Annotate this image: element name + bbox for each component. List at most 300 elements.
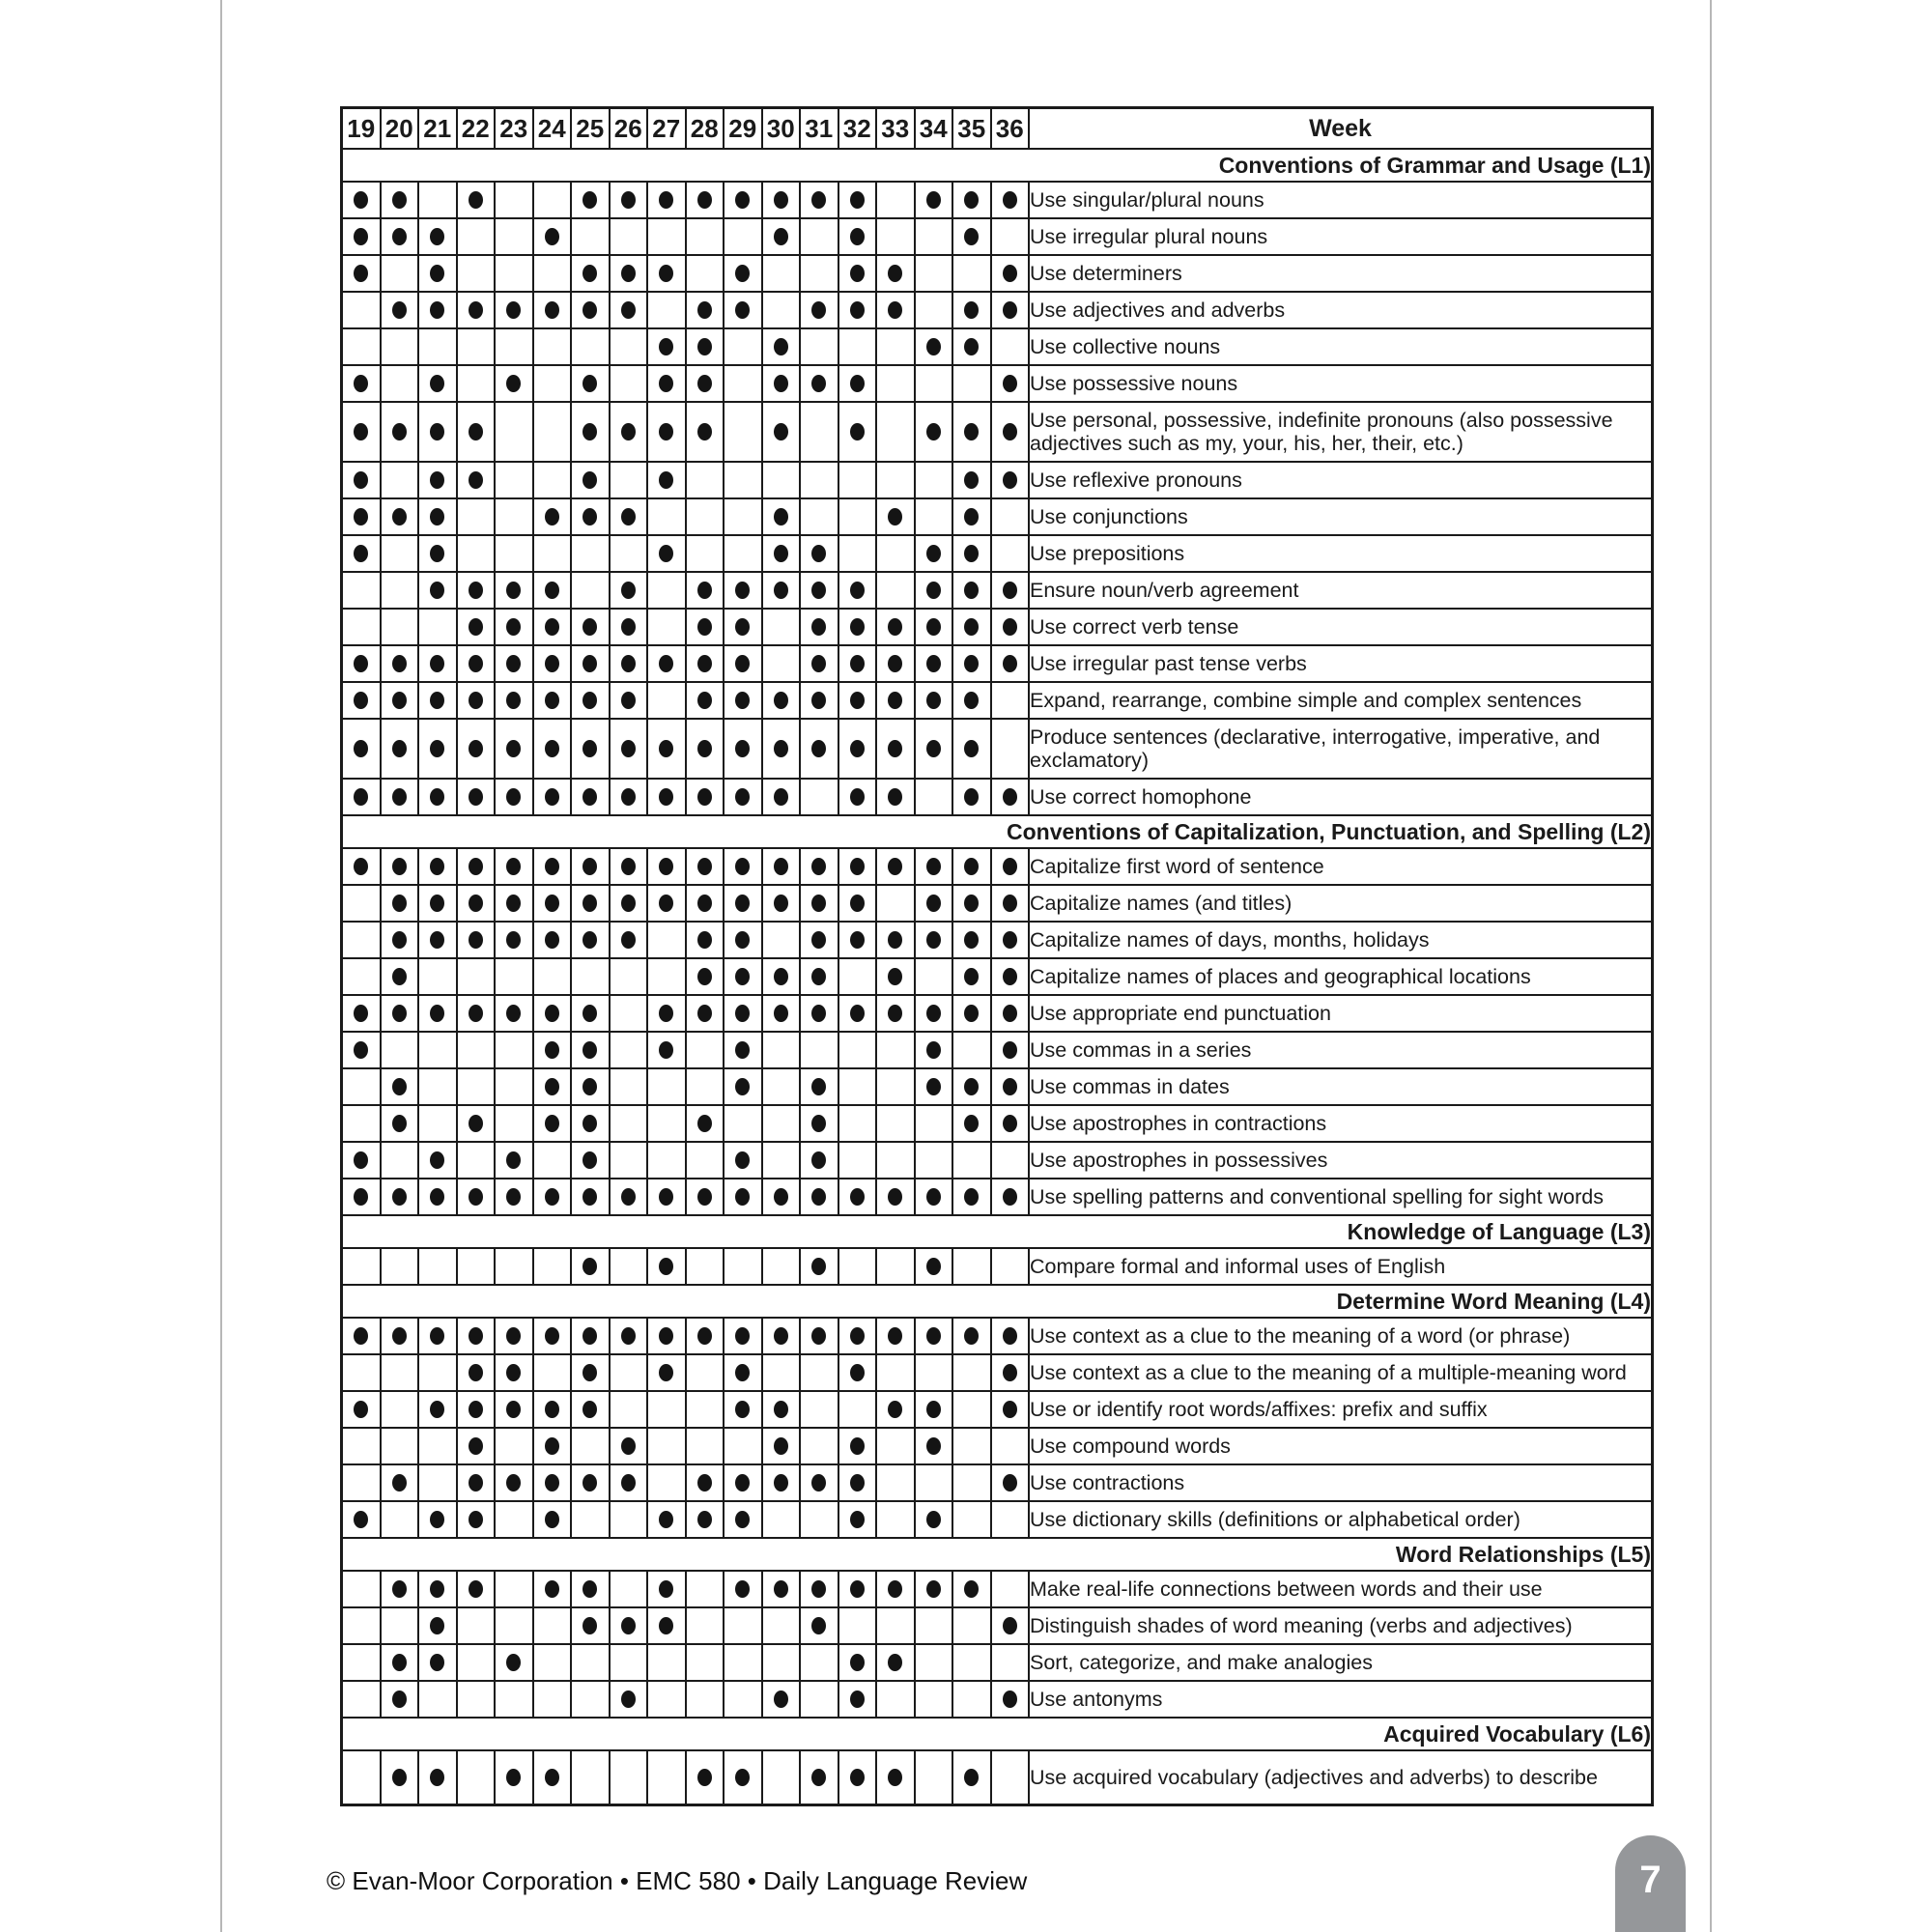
week-27-cell (647, 535, 686, 572)
week-24-cell (533, 1428, 572, 1464)
week-19-cell (342, 1644, 381, 1681)
week-27-cell (647, 682, 686, 719)
week-28-cell (686, 922, 724, 958)
week-22-cell (457, 535, 496, 572)
week-27-cell (647, 958, 686, 995)
week-20-cell (381, 328, 419, 365)
covered-week-dot (392, 1474, 407, 1492)
week-25-cell (571, 1179, 610, 1215)
week-31-cell (800, 1607, 838, 1644)
week-34-cell (915, 1105, 953, 1142)
covered-week-dot (582, 692, 597, 709)
covered-week-dot (469, 692, 483, 709)
week-36-cell (991, 1464, 1030, 1501)
week-22-cell (457, 885, 496, 922)
covered-week-dot (964, 1327, 979, 1345)
covered-week-dot (964, 228, 979, 245)
week-20-cell (381, 609, 419, 645)
covered-week-dot (469, 1005, 483, 1022)
week-31-cell (800, 1179, 838, 1215)
week-35-cell (952, 535, 991, 572)
week-22-cell (457, 1428, 496, 1464)
skill-row (342, 1105, 1653, 1142)
covered-week-dot (1003, 423, 1017, 440)
week-34-cell (915, 1571, 953, 1607)
covered-week-dot (430, 1769, 444, 1786)
skill-label: Capitalize names of places and geographical locations (1029, 958, 1653, 995)
covered-week-dot (582, 1474, 597, 1492)
week-35-cell (952, 365, 991, 402)
covered-week-dot (811, 301, 826, 319)
week-30-cell (762, 218, 801, 255)
covered-week-dot (926, 1005, 941, 1022)
covered-week-dot (811, 1617, 826, 1634)
week-21-cell (418, 1607, 457, 1644)
week-20-cell (381, 1607, 419, 1644)
section-title: Determine Word Meaning (L4) (342, 1285, 1653, 1318)
week-26-cell (610, 719, 648, 779)
week-22-cell (457, 922, 496, 958)
week-23-cell (495, 1464, 533, 1501)
covered-week-dot (850, 1474, 865, 1492)
week-number-header: 23 (495, 108, 533, 150)
covered-week-dot (582, 618, 597, 636)
week-26-cell (610, 1571, 648, 1607)
covered-week-dot (392, 301, 407, 319)
week-20-cell (381, 885, 419, 922)
week-31-cell (800, 1750, 838, 1804)
covered-week-dot (506, 1654, 521, 1671)
week-30-cell (762, 1501, 801, 1538)
week-34-cell (915, 779, 953, 815)
week-29-cell (724, 1750, 762, 1804)
covered-week-dot (354, 471, 368, 489)
week-31-cell (800, 958, 838, 995)
skill-row (342, 958, 1653, 995)
week-29-cell (724, 292, 762, 328)
week-33-cell (876, 1428, 915, 1464)
covered-week-dot (735, 1474, 750, 1492)
covered-week-dot (430, 1151, 444, 1169)
week-30-cell (762, 1391, 801, 1428)
covered-week-dot (1003, 1617, 1017, 1634)
week-31-cell (800, 1464, 838, 1501)
skill-row (342, 1464, 1653, 1501)
week-34-cell (915, 1644, 953, 1681)
week-29-cell (724, 572, 762, 609)
week-32-cell (838, 1571, 877, 1607)
week-19-cell (342, 328, 381, 365)
week-22-cell (457, 848, 496, 885)
week-27-cell (647, 1681, 686, 1718)
week-number-header: 27 (647, 108, 686, 150)
week-33-cell (876, 719, 915, 779)
week-21-cell (418, 1644, 457, 1681)
skill-row (342, 1750, 1653, 1804)
week-30-cell (762, 535, 801, 572)
week-25-cell (571, 535, 610, 572)
week-32-cell (838, 1179, 877, 1215)
week-24-cell (533, 1248, 572, 1285)
week-21-cell (418, 535, 457, 572)
week-32-cell (838, 218, 877, 255)
week-21-cell (418, 1248, 457, 1285)
covered-week-dot (811, 545, 826, 562)
week-36-cell (991, 1501, 1030, 1538)
covered-week-dot (1003, 301, 1017, 319)
covered-week-dot (621, 655, 636, 672)
covered-week-dot (888, 1769, 902, 1786)
week-27-cell (647, 885, 686, 922)
week-25-cell (571, 1248, 610, 1285)
week-35-cell (952, 682, 991, 719)
week-30-cell (762, 1105, 801, 1142)
week-34-cell (915, 682, 953, 719)
week-25-cell (571, 1644, 610, 1681)
covered-week-dot (659, 655, 673, 672)
covered-week-dot (850, 1437, 865, 1455)
week-23-cell (495, 462, 533, 498)
week-30-cell (762, 609, 801, 645)
week-34-cell (915, 958, 953, 995)
covered-week-dot (811, 1769, 826, 1786)
week-36-cell (991, 365, 1030, 402)
covered-week-dot (1003, 1690, 1017, 1708)
week-27-cell (647, 572, 686, 609)
week-33-cell (876, 1571, 915, 1607)
week-25-cell (571, 645, 610, 682)
covered-week-dot (430, 931, 444, 949)
covered-week-dot (888, 740, 902, 757)
week-26-cell (610, 645, 648, 682)
week-29-cell (724, 1068, 762, 1105)
covered-week-dot (659, 1327, 673, 1345)
week-31-cell (800, 462, 838, 498)
covered-week-dot (774, 692, 788, 709)
week-21-cell (418, 1750, 457, 1804)
week-32-cell (838, 1318, 877, 1354)
skill-label: Use irregular past tense verbs (1029, 645, 1653, 682)
week-19-cell (342, 1428, 381, 1464)
week-24-cell (533, 182, 572, 218)
covered-week-dot (774, 968, 788, 985)
week-29-cell (724, 462, 762, 498)
week-20-cell (381, 848, 419, 885)
covered-week-dot (392, 858, 407, 875)
week-24-cell (533, 218, 572, 255)
section-title: Conventions of Capitalization, Punctuation, and Spelling (L2) (342, 815, 1653, 848)
covered-week-dot (811, 858, 826, 875)
week-26-cell (610, 402, 648, 462)
covered-week-dot (545, 1437, 559, 1455)
covered-week-dot (697, 740, 712, 757)
week-24-cell (533, 1068, 572, 1105)
covered-week-dot (735, 788, 750, 806)
week-21-cell (418, 1571, 457, 1607)
week-26-cell (610, 1428, 648, 1464)
skill-label: Distinguish shades of word meaning (verbs and adjectives) (1029, 1607, 1653, 1644)
skill-row (342, 848, 1653, 885)
week-32-cell (838, 292, 877, 328)
week-22-cell (457, 1501, 496, 1538)
week-36-cell (991, 328, 1030, 365)
skill-row (342, 365, 1653, 402)
skill-row (342, 462, 1653, 498)
covered-week-dot (697, 931, 712, 949)
week-32-cell (838, 182, 877, 218)
covered-week-dot (811, 618, 826, 636)
week-22-cell (457, 328, 496, 365)
week-23-cell (495, 1607, 533, 1644)
week-33-cell (876, 609, 915, 645)
covered-week-dot (850, 1769, 865, 1786)
week-34-cell (915, 1464, 953, 1501)
week-28-cell (686, 682, 724, 719)
covered-week-dot (545, 895, 559, 912)
covered-week-dot (774, 191, 788, 209)
week-27-cell (647, 922, 686, 958)
skill-row (342, 885, 1653, 922)
week-31-cell (800, 255, 838, 292)
week-32-cell (838, 1142, 877, 1179)
week-28-cell (686, 182, 724, 218)
covered-week-dot (545, 1401, 559, 1418)
week-33-cell (876, 1750, 915, 1804)
week-33-cell (876, 1644, 915, 1681)
week-32-cell (838, 848, 877, 885)
skill-label: Use commas in a series (1029, 1032, 1653, 1068)
week-29-cell (724, 995, 762, 1032)
covered-week-dot (774, 740, 788, 757)
week-21-cell (418, 292, 457, 328)
week-34-cell (915, 1318, 953, 1354)
week-36-cell (991, 885, 1030, 922)
week-29-cell (724, 365, 762, 402)
covered-week-dot (506, 655, 521, 672)
week-21-cell (418, 182, 457, 218)
week-28-cell (686, 292, 724, 328)
covered-week-dot (1003, 895, 1017, 912)
week-20-cell (381, 182, 419, 218)
covered-week-dot (888, 968, 902, 985)
skill-row (342, 572, 1653, 609)
week-31-cell (800, 1354, 838, 1391)
covered-week-dot (506, 858, 521, 875)
covered-week-dot (430, 1188, 444, 1206)
week-35-cell (952, 1142, 991, 1179)
covered-week-dot (506, 1769, 521, 1786)
week-20-cell (381, 1068, 419, 1105)
covered-week-dot (850, 740, 865, 757)
covered-week-dot (659, 1580, 673, 1598)
week-25-cell (571, 1105, 610, 1142)
covered-week-dot (392, 968, 407, 985)
skill-row (342, 1391, 1653, 1428)
covered-week-dot (811, 692, 826, 709)
covered-week-dot (735, 582, 750, 599)
week-27-cell (647, 328, 686, 365)
covered-week-dot (1003, 582, 1017, 599)
section-header-row (342, 815, 1653, 848)
week-24-cell (533, 1105, 572, 1142)
week-27-cell (647, 1428, 686, 1464)
week-28-cell (686, 1607, 724, 1644)
week-27-cell (647, 182, 686, 218)
week-20-cell (381, 1105, 419, 1142)
covered-week-dot (697, 1511, 712, 1528)
week-32-cell (838, 328, 877, 365)
week-20-cell (381, 535, 419, 572)
covered-week-dot (430, 301, 444, 319)
week-19-cell (342, 1068, 381, 1105)
covered-week-dot (811, 1115, 826, 1132)
week-36-cell (991, 1644, 1030, 1681)
week-28-cell (686, 1318, 724, 1354)
week-19-cell (342, 255, 381, 292)
covered-week-dot (735, 1188, 750, 1206)
week-22-cell (457, 402, 496, 462)
week-35-cell (952, 1105, 991, 1142)
covered-week-dot (469, 1115, 483, 1132)
week-25-cell (571, 609, 610, 645)
skill-row (342, 779, 1653, 815)
week-27-cell (647, 1571, 686, 1607)
week-29-cell (724, 498, 762, 535)
covered-week-dot (811, 191, 826, 209)
week-20-cell (381, 1318, 419, 1354)
covered-week-dot (811, 1078, 826, 1095)
week-26-cell (610, 218, 648, 255)
week-35-cell (952, 1391, 991, 1428)
week-23-cell (495, 719, 533, 779)
week-35-cell (952, 1681, 991, 1718)
week-26-cell (610, 1607, 648, 1644)
week-22-cell (457, 1105, 496, 1142)
week-35-cell (952, 645, 991, 682)
covered-week-dot (850, 1005, 865, 1022)
week-33-cell (876, 1105, 915, 1142)
covered-week-dot (545, 1005, 559, 1022)
week-33-cell (876, 1354, 915, 1391)
covered-week-dot (582, 508, 597, 526)
week-23-cell (495, 958, 533, 995)
covered-week-dot (888, 508, 902, 526)
covered-week-dot (354, 545, 368, 562)
week-31-cell (800, 1428, 838, 1464)
covered-week-dot (659, 191, 673, 209)
week-number-header: 20 (381, 108, 419, 150)
covered-week-dot (926, 1511, 941, 1528)
week-33-cell (876, 958, 915, 995)
week-36-cell (991, 535, 1030, 572)
week-28-cell (686, 1750, 724, 1804)
week-33-cell (876, 645, 915, 682)
week-23-cell (495, 1750, 533, 1804)
week-26-cell (610, 1179, 648, 1215)
covered-week-dot (811, 375, 826, 392)
covered-week-dot (354, 858, 368, 875)
week-24-cell (533, 535, 572, 572)
week-34-cell (915, 995, 953, 1032)
week-26-cell (610, 572, 648, 609)
week-23-cell (495, 1318, 533, 1354)
week-20-cell (381, 995, 419, 1032)
covered-week-dot (430, 1005, 444, 1022)
week-35-cell (952, 1318, 991, 1354)
week-34-cell (915, 462, 953, 498)
week-33-cell (876, 995, 915, 1032)
week-24-cell (533, 1607, 572, 1644)
covered-week-dot (545, 1474, 559, 1492)
skill-label: Use adjectives and adverbs (1029, 292, 1653, 328)
week-32-cell (838, 1681, 877, 1718)
covered-week-dot (354, 508, 368, 526)
covered-week-dot (392, 1005, 407, 1022)
week-34-cell (915, 645, 953, 682)
week-31-cell (800, 1571, 838, 1607)
covered-week-dot (697, 788, 712, 806)
week-33-cell (876, 1318, 915, 1354)
week-19-cell (342, 682, 381, 719)
covered-week-dot (926, 1401, 941, 1418)
week-35-cell (952, 1571, 991, 1607)
skill-label: Use context as a clue to the meaning of a multiple-meaning word (1029, 1354, 1653, 1391)
week-35-cell (952, 1354, 991, 1391)
covered-week-dot (964, 968, 979, 985)
week-33-cell (876, 402, 915, 462)
skill-row (342, 682, 1653, 719)
covered-week-dot (506, 1401, 521, 1418)
week-32-cell (838, 1644, 877, 1681)
covered-week-dot (430, 895, 444, 912)
covered-week-dot (850, 1511, 865, 1528)
covered-week-dot (430, 228, 444, 245)
covered-week-dot (469, 931, 483, 949)
skill-label: Use possessive nouns (1029, 365, 1653, 402)
week-22-cell (457, 645, 496, 682)
covered-week-dot (774, 228, 788, 245)
covered-week-dot (582, 191, 597, 209)
covered-week-dot (392, 191, 407, 209)
week-21-cell (418, 719, 457, 779)
covered-week-dot (774, 545, 788, 562)
week-31-cell (800, 848, 838, 885)
covered-week-dot (469, 618, 483, 636)
covered-week-dot (964, 692, 979, 709)
week-36-cell (991, 995, 1030, 1032)
skill-row (342, 922, 1653, 958)
week-23-cell (495, 922, 533, 958)
covered-week-dot (354, 788, 368, 806)
week-24-cell (533, 922, 572, 958)
covered-week-dot (354, 423, 368, 440)
covered-week-dot (659, 545, 673, 562)
week-30-cell (762, 365, 801, 402)
covered-week-dot (430, 1327, 444, 1345)
covered-week-dot (582, 1151, 597, 1169)
covered-week-dot (545, 692, 559, 709)
skill-label: Use prepositions (1029, 535, 1653, 572)
week-26-cell (610, 255, 648, 292)
week-22-cell (457, 255, 496, 292)
covered-week-dot (354, 375, 368, 392)
skill-label: Use spelling patterns and conventional spelling for sight words (1029, 1179, 1653, 1215)
week-34-cell (915, 922, 953, 958)
covered-week-dot (697, 338, 712, 355)
covered-week-dot (964, 471, 979, 489)
skill-row (342, 1501, 1653, 1538)
week-20-cell (381, 1428, 419, 1464)
